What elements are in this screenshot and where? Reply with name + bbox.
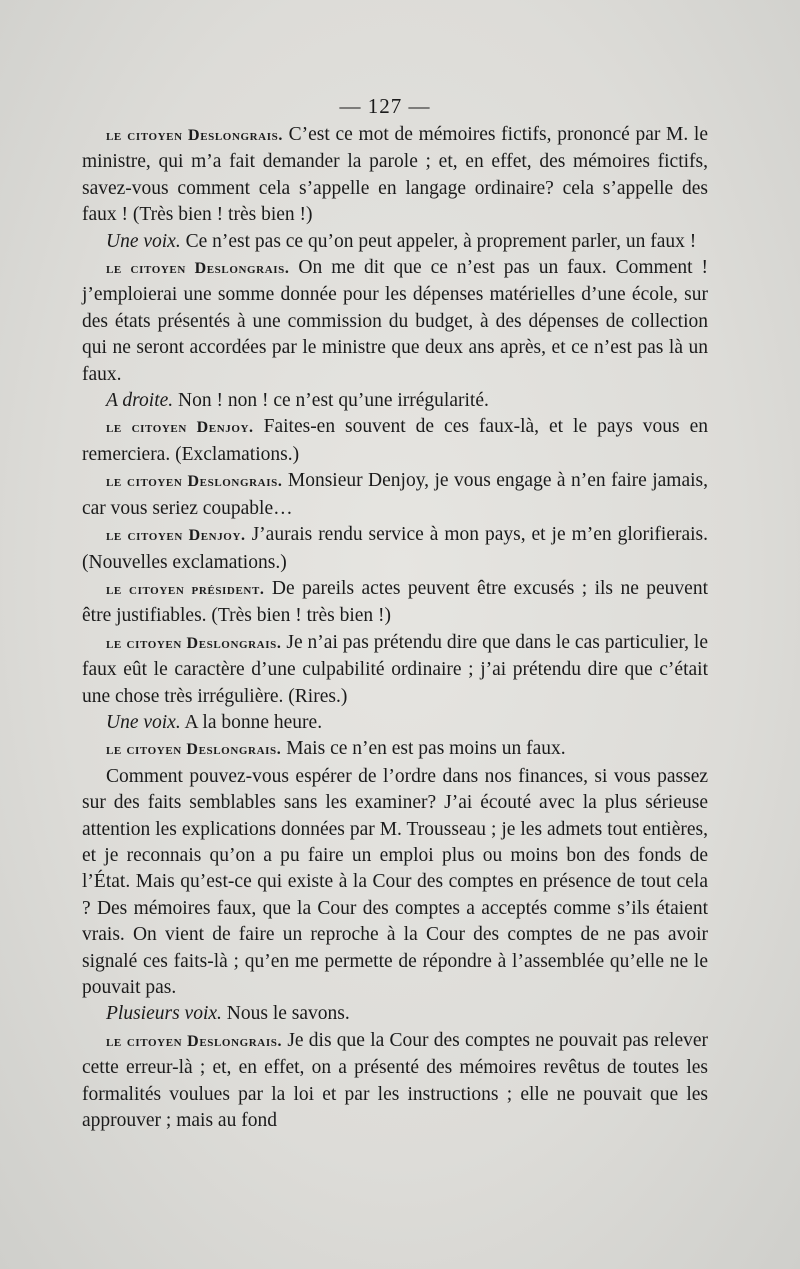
- speaker-name: le citoyen Deslongrais.: [106, 127, 283, 144]
- paragraph: [82, 522, 708, 576]
- speaker-name: Plusieurs voix.: [106, 1003, 222, 1025]
- paragraph: [82, 576, 708, 630]
- paragraph: [82, 630, 708, 710]
- paragraph-text: A la bonne heure.: [184, 711, 323, 733]
- speaker-name: le citoyen Deslongrais.: [106, 634, 282, 652]
- speaker-name: le citoyen Deslongrais.: [106, 1032, 283, 1050]
- paragraph-text: De pareils actes peuvent être excusés ; ils ne peuvent être justifiables. (Très bien ! très bien !): [82, 577, 708, 627]
- speaker-name: Une voix.: [106, 230, 181, 252]
- paragraph: [82, 122, 708, 229]
- paragraph: [82, 388, 708, 414]
- page-text: [82, 122, 708, 1134]
- paragraph: [82, 414, 708, 468]
- paragraph: [82, 468, 708, 522]
- paragraph: [82, 229, 708, 255]
- paragraph: [82, 764, 708, 1002]
- paragraph-text: Non ! non ! ce n’est qu’une irrégularité.: [178, 390, 489, 412]
- paragraph-text: Faites-en souvent de ces faux-là, et le pays vous en remerciera. (Exclamations.): [82, 416, 708, 465]
- paragraph: [82, 710, 708, 736]
- speaker-name: le citoyen président.: [106, 580, 265, 598]
- page-number: — 127 —: [339, 94, 431, 118]
- paragraph-text: J’aurais rendu service à mon pays, et je m’en glorifierais. (Nouvelles exclamations.): [82, 524, 709, 573]
- paragraph: [82, 736, 708, 763]
- paragraph-text: Ce n’est pas ce qu’on peut appeler, à proprement parler, un faux !: [185, 230, 697, 252]
- speaker-name: A droite.: [106, 390, 174, 412]
- speaker-name: Une voix.: [106, 711, 181, 733]
- paragraph: [82, 1028, 708, 1135]
- paragraph-text: Monsieur Denjoy, je vous engage à n’en faire jamais, car vous seriez coupable…: [82, 470, 708, 519]
- paragraph: [82, 1001, 708, 1027]
- speaker-name: le citoyen Denjoy.: [106, 419, 254, 437]
- paragraph-text: Comment pouvez-vous espérer de l’ordre dans nos finances, si vous passez sur des faits semblables sans les examiner? J’ai écouté avec la plus sérieuse attention les explications données par M. Trousseau ; je les admets tout entières, et je reconnais qu’on a pu faire un emploi plus ou moins bon des fonds de l’État. Mais qu’est-ce qui existe à la Cour des comptes en présence de tout cela ? Des mémoires faux, que la Cour des comptes a acceptés comme s’ils étaient vrais. On vient de faire un reproche à la Cour des comptes de ne pas avoir signalé ces faits-là ; qu’en me permette de répondre à l’assemblée qu’elle ne le pouvait pas.: [82, 765, 708, 998]
- paragraph: [82, 255, 708, 388]
- speaker-name: le citoyen Deslongrais.: [106, 741, 282, 759]
- paragraph-text: Je dis que la Cour des comptes ne pouvait pas relever cette erreur-là ; et, en effet, on a présenté des mémoires revêtus de toutes les formalités voulues par la loi et par les instructions ; elle ne pouvait que les approuver ; mais au fond: [82, 1029, 709, 1132]
- speaker-name: le citoyen Deslongrais.: [106, 473, 283, 491]
- paragraph-text: C’est ce mot de mémoires fictifs, prononcé par M. le ministre, qui m’a fait demander la parole ; et, en effet, des mémoires fictifs, savez-vous comment cela s’appelle en langage ordinaire? cela s’appelle des faux ! (Très bien ! très bien !): [82, 124, 708, 226]
- paragraph-text: Nous le savons.: [226, 1003, 350, 1025]
- paragraph-text: On me dit que ce n’est pas un faux. Comment ! j’emploierai une somme donnée pour les dépenses matérielles d’une école, sur des états présentés à une commission du budget, à des dépenses de collection qui ne seront accordées par le ministre que deux ans après, et ce n’est pas là un faux.: [82, 257, 708, 385]
- speaker-name: le citoyen Deslongrais.: [106, 260, 290, 278]
- paragraph-text: Mais ce n’en est pas moins un faux.: [286, 738, 566, 760]
- paragraph-text: Je n’ai pas prétendu dire que dans le cas particulier, le faux eût le caractère d’une culpabilité ordinaire ; j’ai prétendu dire que c’était une chose très irrégulière. (Rires.): [82, 631, 708, 707]
- speaker-name: le citoyen Denjoy.: [106, 527, 246, 545]
